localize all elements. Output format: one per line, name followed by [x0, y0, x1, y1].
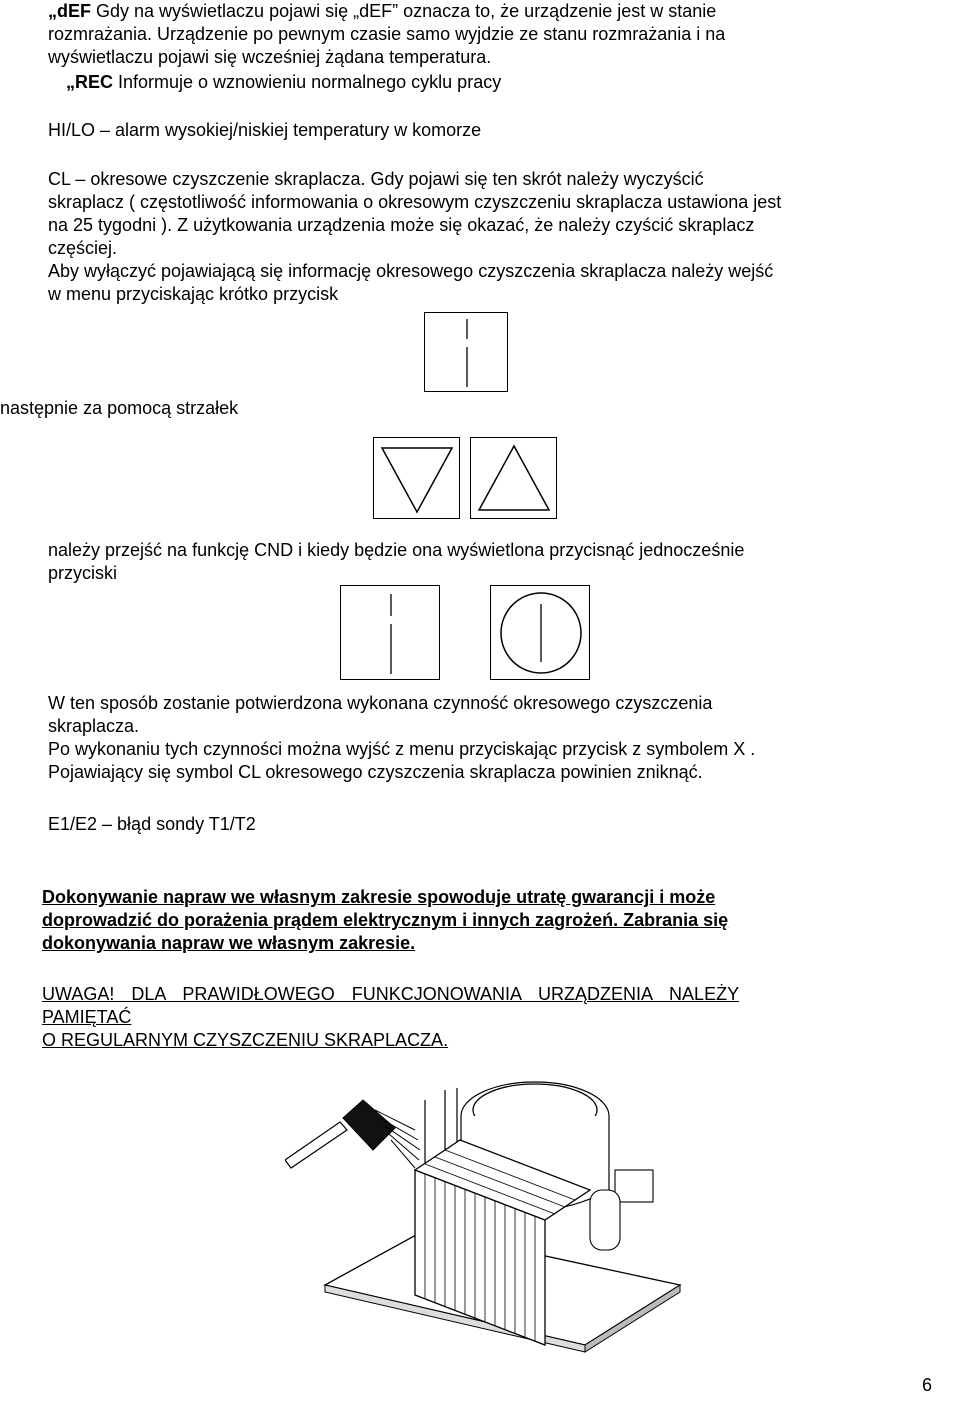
cl-line-5: Aby wyłączyć pojawiającą się informację okresowego czyszczenia skraplacza należy wejść: [48, 261, 774, 281]
cl-paragraph: [48, 168, 928, 306]
confirm-paragraph: [48, 692, 928, 784]
uwaga-line-2: PAMIĘTAĆ: [42, 1007, 132, 1027]
confirm-line-1: W ten sposób zostanie potwierdzona wykonana czynność okresowego czyszczenia: [48, 693, 713, 713]
warning-paragraph: [42, 886, 882, 955]
uwaga-line-1: UWAGA! DLA PRAWIDŁOWEGO FUNKCJONOWANIA URZĄDZENIA NALEŻY: [42, 984, 740, 1004]
cl-line-1: CL – okresowe czyszczenie skraplacza. Gdy pojawi się ten skrót należy wyczyścić: [48, 169, 704, 189]
confirm-line-3: Po wykonaniu tych czynności można wyjść z menu przyciskając przycisk z symbolem X .: [48, 739, 756, 759]
def-line-3: wyświetlaczu pojawi się wcześniej żądana temperatura.: [48, 47, 492, 67]
menu-key-second: [340, 585, 440, 680]
cl-line-2: skraplacz ( częstotliwość informowania o okresowym czyszczeniu skraplacza ustawiona jest: [48, 192, 782, 212]
vertical-bar-icon: [425, 313, 509, 393]
cl-line-6: w menu przyciskając krótko przycisk: [48, 284, 339, 304]
cnd-paragraph: [48, 539, 928, 585]
rec-code: „REC: [66, 72, 114, 92]
e1e2-line: E1/E2 – błąd sondy T1/T2: [48, 814, 256, 834]
warning-line-2: doprowadzić do porażenia prądem elektrycznym i innych zagrożeń. Zabrania się: [42, 910, 729, 930]
def-code: „dEF: [48, 1, 91, 21]
vertical-bar-icon: [341, 586, 441, 681]
def-line-2: rozmrażania. Urządzenie po pewnym czasie samo wyjdzie ze stanu rozmrażania i na: [48, 24, 726, 44]
down-arrow-key: [373, 437, 460, 519]
confirm-line-4: Pojawiający się symbol CL okresowego czyszczenia skraplacza powinien zniknąć.: [48, 762, 703, 782]
power-key: [490, 585, 590, 680]
triangle-up-icon: [471, 438, 558, 520]
warning-line-3: dokonywania napraw we własnym zakresie.: [42, 933, 416, 953]
up-arrow-key: [470, 437, 557, 519]
hilo-line: HI/LO – alarm wysokiej/niskiej temperatury w komorze: [48, 120, 482, 140]
confirm-line-2: skraplacza.: [48, 716, 140, 736]
arrows-text: następnie za pomocą strzałek: [0, 398, 239, 418]
triangle-down-icon: [374, 438, 461, 520]
rec-line: „REC Informuje o wznowieniu normalnego cyklu pracy: [66, 72, 502, 92]
page-number: 6: [922, 1375, 933, 1395]
cl-line-3: na 25 tygodni ). Z użytkowania urządzenia może się okazać, że należy czyścić skraplacz: [48, 215, 755, 235]
warning-line-1: Dokonywanie napraw we własnym zakresie spowoduje utratę gwarancji i może: [42, 887, 716, 907]
cnd-line-2: przyciski: [48, 563, 118, 583]
condenser-brush-illustration: [285, 1070, 705, 1370]
uwaga-line-3: O REGULARNYM CZYSZCZENIU SKRAPLACZA.: [42, 1030, 449, 1050]
def-line-1: „dEF Gdy na wyświetlaczu pojawi się „dEF” oznacza to, że urządzenie jest w stanie: [48, 1, 717, 21]
uwaga-paragraph: [42, 983, 934, 1052]
circle-bar-icon: [491, 586, 591, 681]
cnd-line-1: należy przejść na funkcję CND i kiedy będzie ona wyświetlona przycisnąć jednocześnie: [48, 540, 745, 560]
cl-line-4: częściej.: [48, 238, 118, 258]
menu-key: [424, 312, 508, 392]
def-paragraph: [48, 0, 928, 69]
